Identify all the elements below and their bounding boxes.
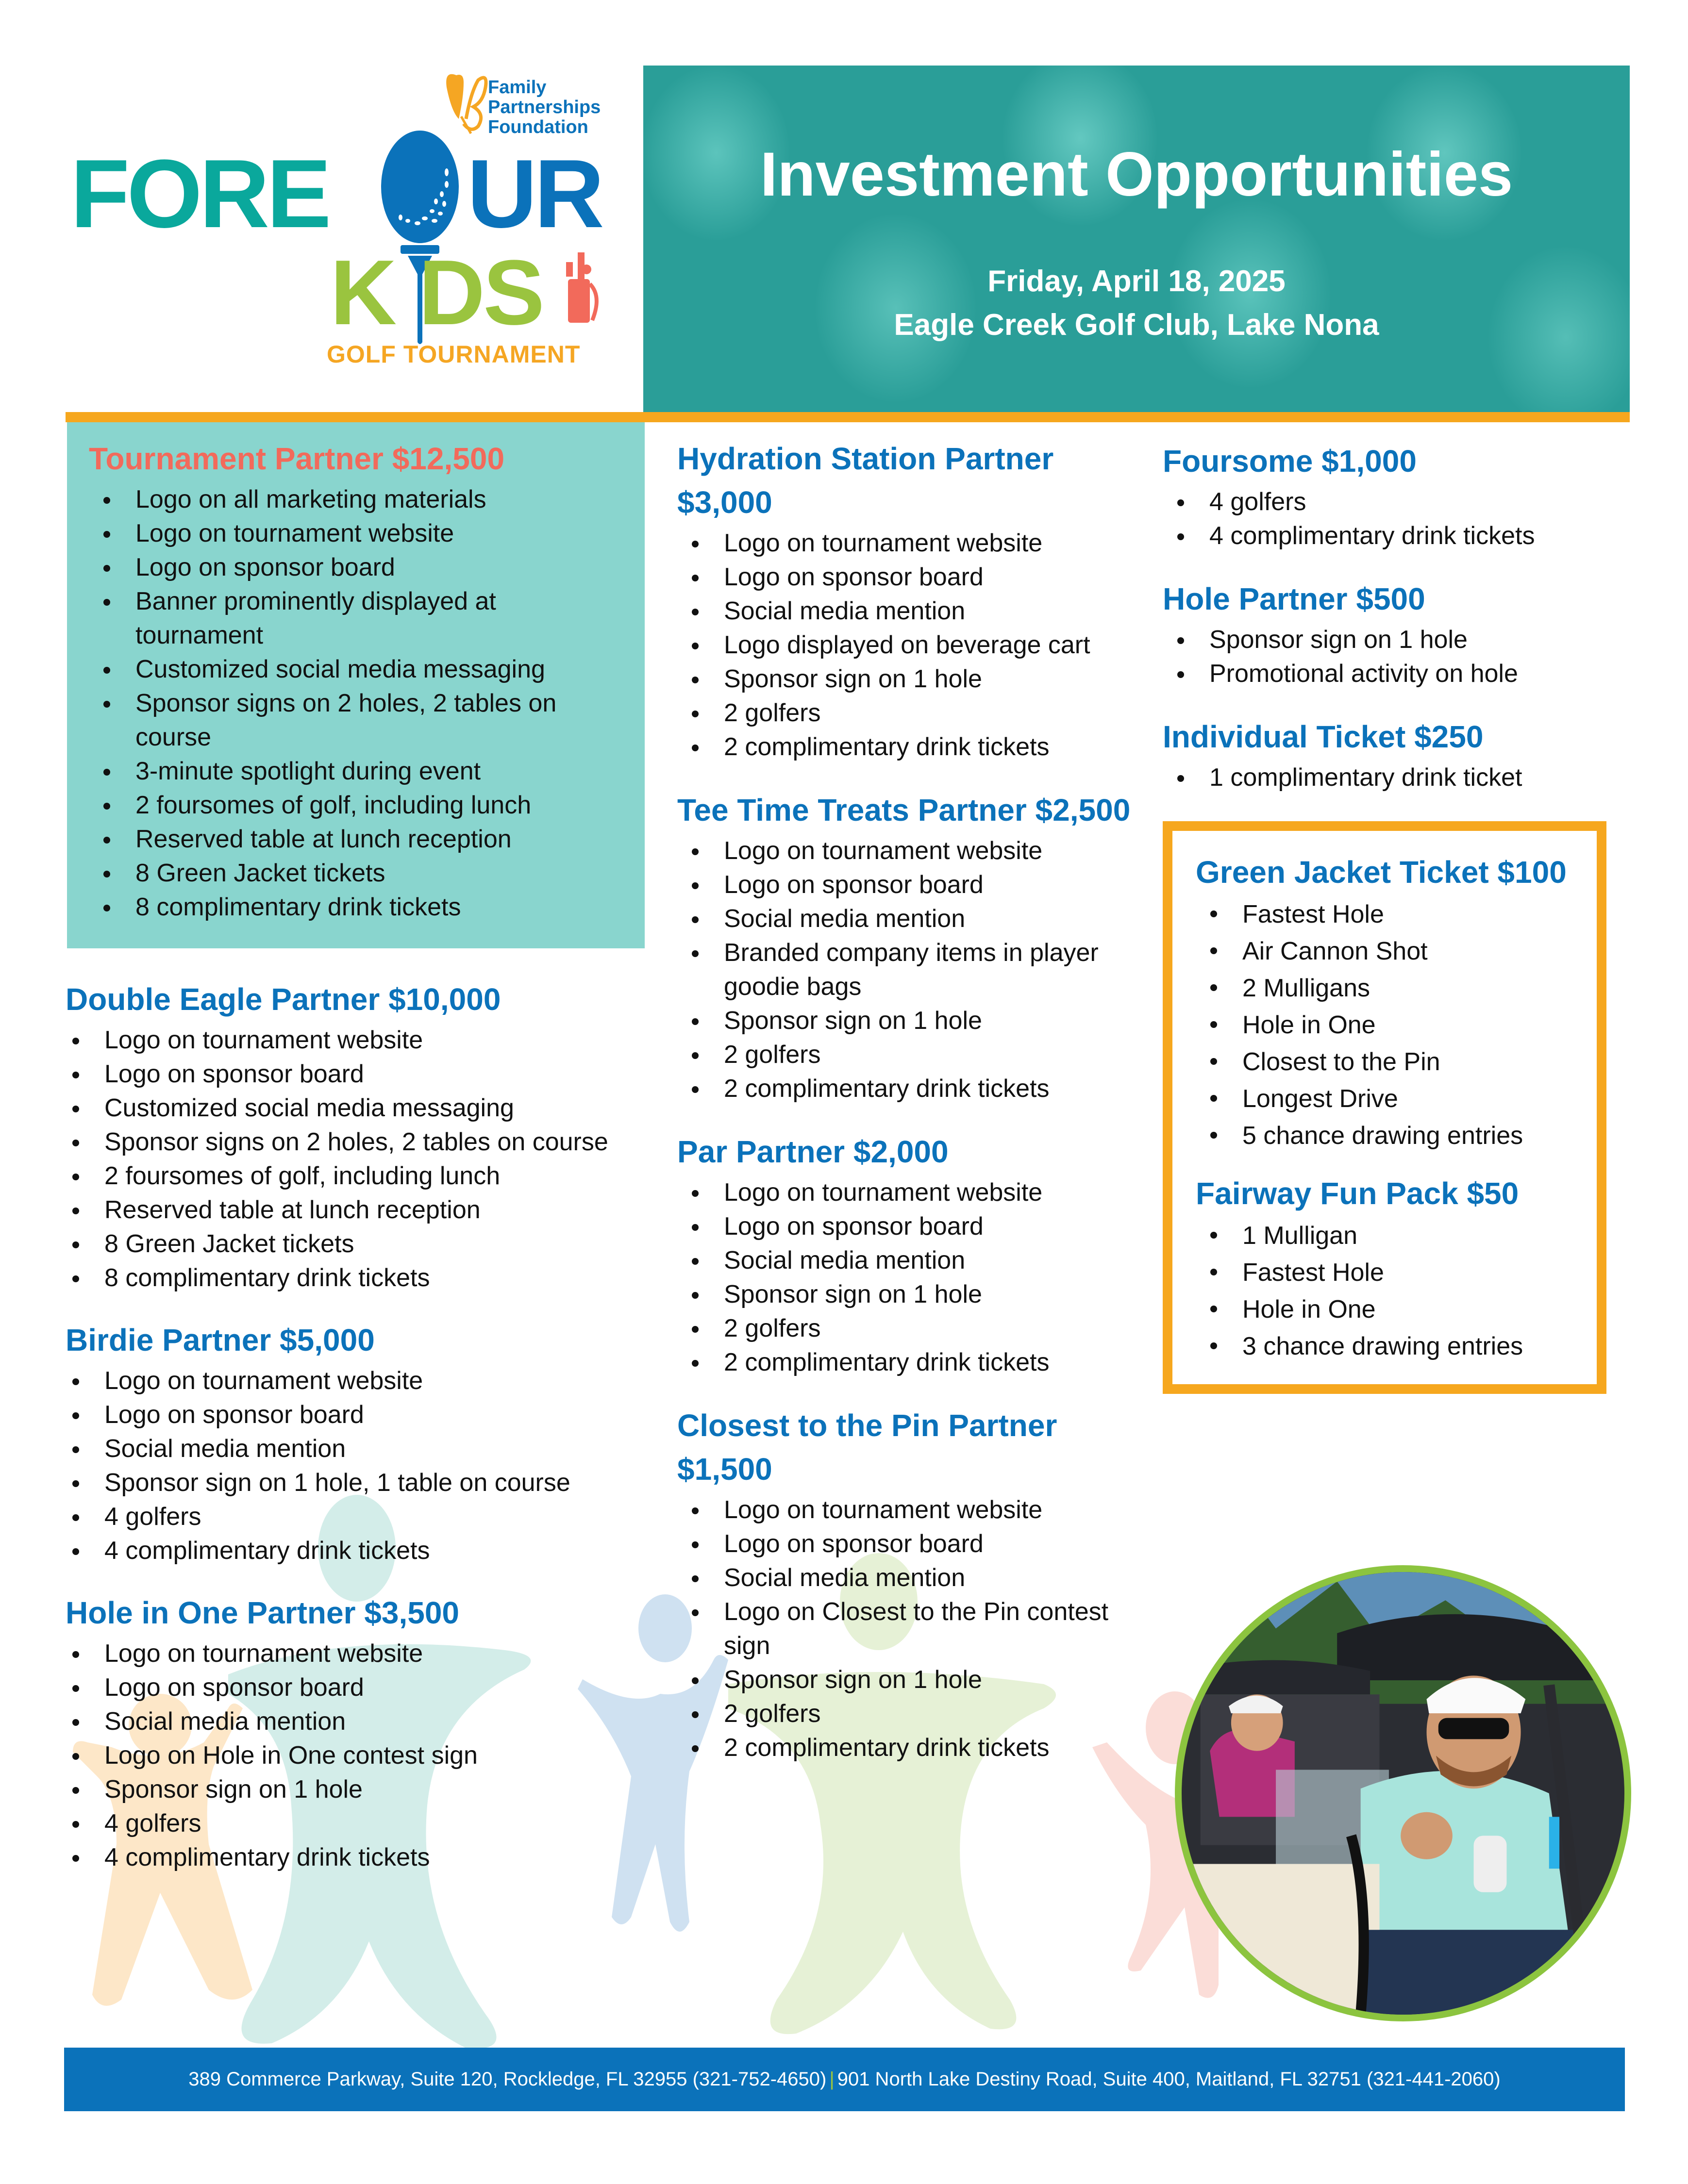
benefit-item: 8 Green Jacket tickets [58,1227,648,1261]
benefit-item: Promotional activity on hole [1163,657,1630,691]
golf-bag-icon [563,252,607,325]
benefit-item: Logo on tournament website [58,1023,648,1057]
benefit-item: Reserved table at lunch reception [89,822,630,856]
benefit-item: Logo on tournament website [58,1364,648,1398]
benefit-item: Branded company items in player goodie bags [677,936,1141,1004]
footer-separator: | [829,2068,835,2090]
tier-double-eagle [66,977,648,1295]
event-date: Friday, April 18, 2025 [987,265,1286,298]
foundation-name-line: Partnerships [488,97,601,117]
benefit-item: Logo on sponsor board [677,560,1141,594]
benefit-item: Sponsor sign on 1 hole, 1 table on course [58,1466,648,1500]
benefit-item: Logo on tournament website [677,1493,1141,1527]
tier-closest-to-pin [677,1404,1141,1765]
footer-bar [64,2048,1625,2111]
benefit-item: 3 chance drawing entries [1196,1328,1582,1365]
tier-title: Fairway Fun Pack $50 [1196,1176,1519,1211]
benefit-item: 2 foursomes of golf, including lunch [89,788,630,822]
benefit-item: Air Cannon Shot [1196,933,1582,970]
footer-address-rockledge: 389 Commerce Parkway, Suite 120, Rockledge, FL 32955 (321-752-4650) [188,2068,827,2090]
logo-word-ur: UR [467,146,602,243]
header-banner [643,66,1630,412]
benefit-item: Social media mention [677,1561,1141,1595]
column-middle [677,437,1141,1765]
tier-title: Individual Ticket $250 [1163,719,1484,754]
tier-title: Tee Time Treats Partner $2,500 [677,793,1131,827]
benefit-item: Fastest Hole [1196,1254,1582,1291]
benefit-item: 8 Green Jacket tickets [89,856,630,890]
tier-title: Tournament Partner $12,500 [89,441,505,476]
benefit-item: Logo on sponsor board [58,1671,648,1704]
tier-benefits [58,1364,648,1568]
tier-title: Hole Partner $500 [1163,581,1425,616]
benefit-item: 4 golfers [1163,485,1630,519]
benefit-item: Closest to the Pin [1196,1043,1582,1080]
benefit-item: 3-minute spotlight during event [89,754,630,788]
benefit-item: 2 complimentary drink tickets [677,1072,1141,1106]
event-venue: Eagle Creek Golf Club, Lake Nona [894,308,1379,342]
tier-title: Hydration Station Partner $3,000 [677,441,1054,520]
benefit-item: Logo on tournament website [89,516,630,550]
tier-benefits [1163,761,1630,794]
benefit-item: Social media mention [677,1243,1141,1277]
benefit-item: 8 complimentary drink tickets [89,890,630,924]
benefit-item: Logo on sponsor board [89,550,630,584]
benefit-item: 1 complimentary drink ticket [1163,761,1630,794]
benefit-item: Logo displayed on beverage cart [677,628,1141,662]
benefit-item: Longest Drive [1196,1080,1582,1117]
butterfly-icon [437,68,490,136]
benefit-item: 5 chance drawing entries [1196,1117,1582,1154]
logo-subtitle: GOLF TOURNAMENT [327,341,581,368]
tier-benefits [677,1175,1141,1379]
benefit-item: 2 complimentary drink tickets [677,730,1141,764]
benefit-item: Logo on Hole in One contest sign [58,1738,648,1772]
benefit-item: 4 complimentary drink tickets [58,1840,648,1874]
benefit-item: Social media mention [677,594,1141,628]
tier-benefits [677,526,1141,764]
benefit-item: Logo on all marketing materials [89,482,630,516]
benefit-item: 4 golfers [58,1500,648,1534]
tier-benefits [58,1637,648,1874]
benefit-item: Logo on tournament website [677,834,1141,868]
benefit-item: Logo on sponsor board [58,1057,648,1091]
benefit-item: Social media mention [58,1432,648,1466]
benefit-item: 1 Mulligan [1196,1217,1582,1254]
tier-title: Birdie Partner $5,000 [66,1323,375,1357]
foundation-name-line: Family [488,77,547,98]
tier-benefits [677,1493,1141,1765]
tier-hydration-station [677,437,1141,764]
tier-benefits [1196,896,1582,1154]
tier-title: Hole in One Partner $3,500 [66,1595,459,1630]
benefit-item: Sponsor signs on 2 holes, 2 tables on course [89,686,630,754]
benefit-item: Sponsor sign on 1 hole [1163,623,1630,657]
footer-address-maitland: 901 North Lake Destiny Road, Suite 400, Maitland, FL 32751 (321-441-2060) [837,2068,1501,2090]
page-title: Investment Opportunities [760,140,1513,209]
benefit-item: 8 complimentary drink tickets [58,1261,648,1295]
tier-title: Double Eagle Partner $10,000 [66,982,501,1017]
benefit-item: 4 golfers [58,1806,648,1840]
logo-word-kids: K DS [330,247,543,339]
benefit-item: Logo on tournament website [58,1637,648,1671]
benefit-item: Social media mention [677,902,1141,936]
benefit-item: Hole in One [1196,1291,1582,1328]
logo-word-fore: FORE [70,146,329,243]
benefit-item: 2 golfers [677,1697,1141,1731]
benefit-item: Sponsor sign on 1 hole [677,1277,1141,1311]
tier-tournament-partner [89,437,630,924]
column-left [66,422,648,1874]
tier-benefits [677,834,1141,1106]
tier-hole-partner [1163,577,1630,691]
benefit-item: Fastest Hole [1196,896,1582,933]
golfers-photo [1175,1565,1631,2021]
add-ons-box [1163,821,1606,1394]
benefit-item: Customized social media messaging [89,652,630,686]
benefit-item: 4 complimentary drink tickets [1163,519,1630,553]
benefit-item: Banner prominently displayed at tournament [89,584,630,652]
benefit-item: 2 golfers [677,1311,1141,1345]
tier-title: Green Jacket Ticket $100 [1196,855,1567,890]
benefit-item: 2 complimentary drink tickets [677,1345,1141,1379]
benefit-item: 2 Mulligans [1196,970,1582,1007]
tier-individual-ticket [1163,715,1630,794]
benefit-item: Sponsor sign on 1 hole [677,662,1141,696]
benefit-item: Logo on tournament website [677,526,1141,560]
tier-benefits [1163,485,1630,553]
benefit-item: 2 golfers [677,696,1141,730]
benefit-item: Hole in One [1196,1007,1582,1043]
featured-tier-box [67,422,645,948]
benefit-item: Logo on tournament website [677,1175,1141,1209]
benefit-item: Sponsor sign on 1 hole [677,1004,1141,1038]
benefit-item: 2 complimentary drink tickets [677,1731,1141,1765]
tier-fairway-fun-pack [1196,1172,1582,1365]
benefit-item: Logo on sponsor board [677,1527,1141,1561]
tier-birdie [66,1318,648,1568]
benefit-item: Reserved table at lunch reception [58,1193,648,1227]
benefit-item: Logo on Closest to the Pin contest sign [677,1595,1141,1663]
tier-benefits [58,1023,648,1295]
header-divider [66,412,1630,422]
tier-title: Closest to the Pin Partner $1,500 [677,1408,1057,1487]
foundation-name [488,78,601,137]
benefit-item: Logo on sponsor board [58,1398,648,1432]
tier-benefits [89,482,630,924]
benefit-item: 2 foursomes of golf, including lunch [58,1159,648,1193]
foundation-name-line: Foundation [488,117,588,137]
tier-benefits [1196,1217,1582,1365]
benefit-item: Sponsor signs on 2 holes, 2 tables on course [58,1125,648,1159]
benefit-item: Logo on sponsor board [677,1209,1141,1243]
tier-green-jacket [1196,850,1582,1154]
benefit-item: 2 golfers [677,1038,1141,1072]
benefit-item: Sponsor sign on 1 hole [677,1663,1141,1697]
tier-title: Par Partner $2,000 [677,1134,949,1169]
tier-hole-in-one [66,1591,648,1874]
benefit-item: 4 complimentary drink tickets [58,1534,648,1568]
benefit-item: Customized social media messaging [58,1091,648,1125]
tier-benefits [1163,623,1630,691]
tier-par [677,1130,1141,1379]
benefit-item: Sponsor sign on 1 hole [58,1772,648,1806]
tier-tee-time-treats [677,788,1141,1106]
benefit-item: Social media mention [58,1704,648,1738]
tier-foursome [1163,439,1630,553]
tier-title: Foursome $1,000 [1163,444,1417,479]
column-right [1163,439,1630,1394]
benefit-item: Logo on sponsor board [677,868,1141,902]
golfers-in-cart-photo-icon [1182,1572,1624,2015]
